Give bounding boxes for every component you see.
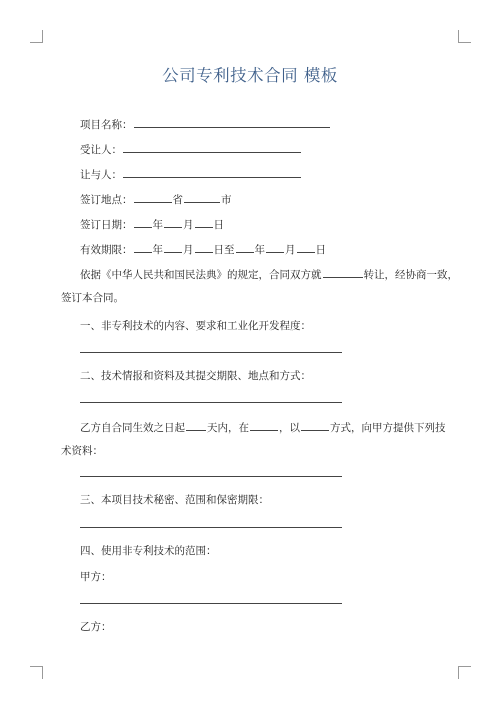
- paragraph-text: ，以: [279, 422, 300, 434]
- crop-mark-top-right: [458, 30, 471, 43]
- fill-blank[interactable]: [195, 216, 213, 228]
- fill-blank[interactable]: [123, 141, 301, 153]
- fill-blank[interactable]: [134, 241, 152, 253]
- section-heading-4: 四、使用非专利技术的范围：: [80, 545, 217, 557]
- fill-blank[interactable]: [134, 216, 152, 228]
- fill-blank[interactable]: [301, 419, 329, 431]
- intro-paragraph-line-1: [80, 266, 458, 282]
- unit-text: 月: [183, 219, 194, 231]
- unit-text: 年: [152, 219, 163, 231]
- unit-text: 省: [172, 194, 183, 206]
- field-label: 有效期限：: [80, 244, 133, 256]
- unit-text: 日: [315, 244, 326, 256]
- field-label: 受让人：: [80, 144, 122, 156]
- answer-line[interactable]: [80, 527, 342, 528]
- fill-blank[interactable]: [123, 166, 301, 178]
- unit-text: 日: [213, 219, 224, 231]
- field-label: 项目名称：: [80, 119, 133, 131]
- field-label: 签订日期：: [80, 219, 133, 231]
- unit-text: 年: [254, 244, 265, 256]
- fill-blank[interactable]: [195, 241, 213, 253]
- fill-blank[interactable]: [184, 191, 220, 203]
- paragraph-text: 乙方自合同生效之日起: [80, 422, 185, 434]
- answer-line[interactable]: [80, 603, 342, 604]
- fill-blank[interactable]: [134, 116, 330, 128]
- unit-text: 年: [152, 244, 163, 256]
- fill-blank[interactable]: [186, 419, 206, 431]
- section-heading-1: 一、非专利技术的内容、要求和工业化开发程度：: [80, 320, 311, 332]
- unit-text: 市: [221, 194, 232, 206]
- field-assignee: [80, 141, 302, 157]
- document-title: 公司专利技术合同 模板: [162, 66, 338, 85]
- answer-line[interactable]: [80, 352, 342, 353]
- crop-mark-bottom-left: [30, 666, 43, 679]
- unit-text: 日至: [213, 244, 235, 256]
- unit-text: 月: [285, 244, 296, 256]
- delivery-paragraph-line-2: 术资料：: [61, 445, 103, 457]
- party-b-label: 乙方：: [80, 621, 112, 633]
- paragraph-text: 依据《中华人民共和国民法典》的规定，合同双方就: [80, 269, 322, 281]
- answer-line[interactable]: [80, 476, 342, 477]
- field-sign-date: [80, 216, 224, 232]
- paragraph-text: 天内，在: [207, 422, 249, 434]
- fill-blank[interactable]: [297, 241, 315, 253]
- section-heading-3: 三、本项目技术秘密、范围和保密期限：: [80, 494, 269, 506]
- field-label: 签订地点：: [80, 194, 133, 206]
- intro-paragraph-line-2: 签订本合同。: [61, 292, 124, 304]
- section-heading-2: 二、技术情报和资料及其提交期限、地点和方式：: [80, 370, 311, 382]
- fill-blank[interactable]: [236, 241, 254, 253]
- paragraph-text: 转让，经协商一致，: [363, 269, 458, 281]
- fill-blank[interactable]: [266, 241, 284, 253]
- field-assignor: [80, 166, 302, 182]
- field-valid-period: [80, 241, 326, 257]
- fill-blank[interactable]: [134, 191, 172, 203]
- fill-blank[interactable]: [250, 419, 278, 431]
- field-sign-place: [80, 191, 232, 207]
- unit-text: 月: [183, 244, 194, 256]
- field-project-name: [80, 116, 331, 132]
- fill-blank[interactable]: [164, 241, 182, 253]
- delivery-paragraph-line-1: [80, 419, 446, 435]
- fill-blank[interactable]: [323, 266, 363, 278]
- crop-mark-top-left: [30, 30, 43, 43]
- fill-blank[interactable]: [164, 216, 182, 228]
- field-label: 让与人：: [80, 169, 122, 181]
- paragraph-text: 方式，向甲方提供下列技: [330, 422, 446, 434]
- answer-line[interactable]: [80, 402, 342, 403]
- crop-mark-bottom-right: [458, 666, 471, 679]
- party-a-label: 甲方：: [80, 571, 112, 583]
